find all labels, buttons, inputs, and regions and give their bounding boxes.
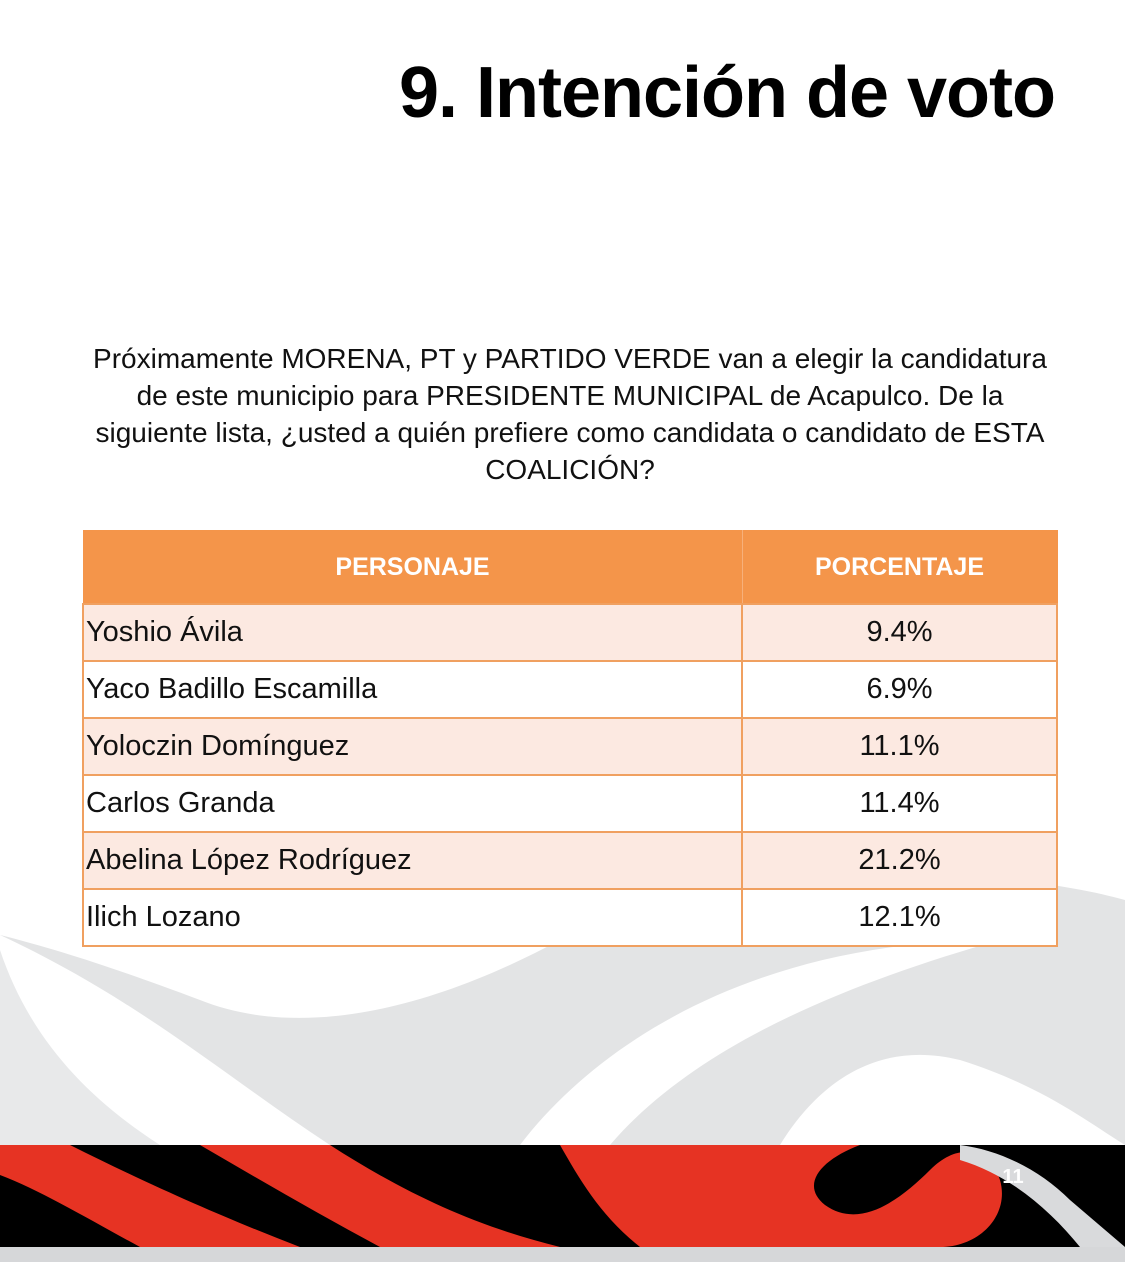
candidate-name: Yaco Badillo Escamilla <box>83 661 742 718</box>
candidate-name: Ilich Lozano <box>83 889 742 946</box>
candidate-name: Yoshio Ávila <box>83 604 742 661</box>
table-row <box>83 832 1057 889</box>
page-title: 9. Intención de voto <box>398 53 1055 133</box>
candidate-percent: 9.4% <box>742 604 1057 661</box>
candidate-name: Abelina López Rodríguez <box>83 832 742 889</box>
survey-question: Próximamente MORENA, PT y PARTIDO VERDE van a elegir la candidatura de este municipio para PRESIDENTE MUNICIPAL de Acapulco. De la siguiente lista, ¿usted a quién prefiere como candidata o candidato de ESTA COALICIÓN? <box>93 343 1047 485</box>
candidate-name: Carlos Granda <box>83 775 742 832</box>
table-row <box>83 604 1057 661</box>
candidate-percent: 6.9% <box>742 661 1057 718</box>
header-personaje: PERSONAJE <box>83 531 742 605</box>
header-porcentaje: PORCENTAJE <box>742 531 1057 605</box>
candidate-name: Yoloczin Domínguez <box>83 718 742 775</box>
candidate-percent: 21.2% <box>742 832 1057 889</box>
table-row <box>83 775 1057 832</box>
candidate-percent: 11.1% <box>742 718 1057 775</box>
candidate-percent: 12.1% <box>742 889 1057 946</box>
table-row <box>83 889 1057 946</box>
candidate-percent: 11.4% <box>742 775 1057 832</box>
table-header-row <box>83 531 1057 605</box>
bottom-strip <box>0 1247 1125 1262</box>
table-row <box>83 718 1057 775</box>
results-table <box>82 530 1058 947</box>
table-row <box>83 661 1057 718</box>
page-number: 11 <box>1002 1166 1024 1188</box>
